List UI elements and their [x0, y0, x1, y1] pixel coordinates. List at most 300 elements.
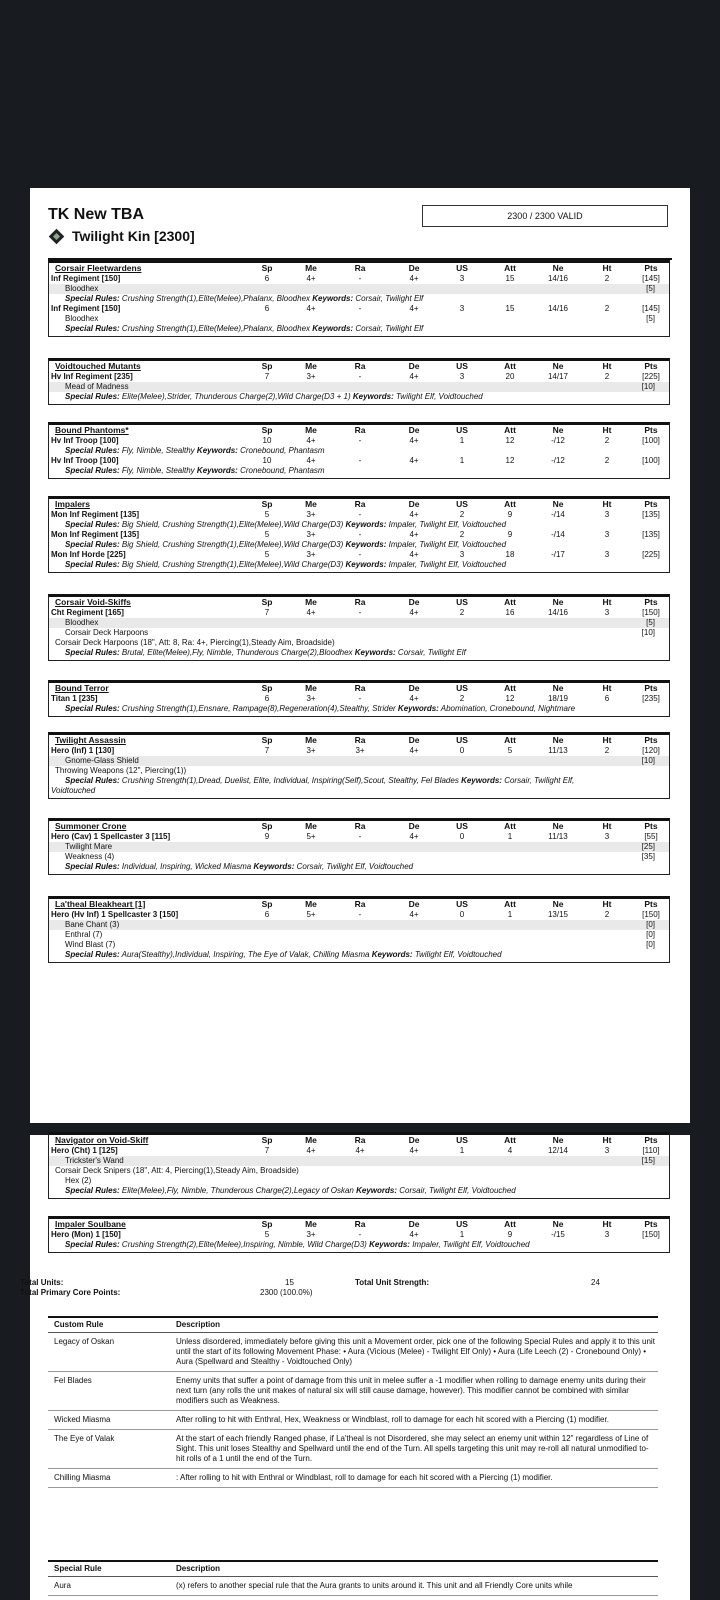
stat-value: 14/16: [547, 608, 569, 617]
stat-value: 4+: [409, 274, 419, 283]
column-header: Ra: [354, 899, 366, 909]
stat-value: 15: [505, 304, 515, 313]
special-rules-text: Crushing Strength(1),Ensnare, Rampage(8),Regeneration(4),Stealthy, Strider: [121, 704, 396, 713]
stat-value: 2: [459, 530, 465, 539]
stat-value: 6: [264, 304, 270, 313]
column-header: Pts: [644, 683, 658, 693]
stat-value: 7: [264, 1146, 270, 1155]
column-header: Ne: [552, 263, 564, 273]
rule-description: : After rolling to hit with Enthral or Windblast, roll to damage for each hit scored with a Piercing (1) modifier.: [176, 1473, 553, 1482]
keywords-label: Keywords:: [369, 1240, 410, 1249]
unit-stat-row: [49, 746, 669, 756]
stat-value: 3+: [306, 510, 316, 519]
upgrade-name: Corsair Deck Harpoons: [65, 628, 149, 637]
validity-box: 2300 / 2300 VALID: [422, 205, 668, 227]
keywords-text: Impaler, Twilight Elf, Voidtouched: [412, 1240, 530, 1249]
column-header: Me: [305, 1135, 317, 1145]
unit-upgrade-row: [49, 920, 669, 930]
unit-header-row: [49, 1219, 669, 1230]
unit-stat-row: [49, 510, 669, 520]
unit-stat-row: [49, 1230, 669, 1240]
weapon-text: Throwing Weapons (12", Piercing(1)): [55, 766, 187, 775]
unit-stat-row: [49, 304, 669, 314]
unit-type-label: Mon Inf Regiment [135]: [51, 510, 140, 519]
special-rules-text: Big Shield, Crushing Strength(1),Elite(Melee),Wild Charge(D3): [121, 560, 344, 569]
column-header: Ht: [602, 683, 612, 693]
upgrade-points: [15]: [641, 1156, 655, 1165]
stat-value: 4: [507, 1146, 513, 1155]
special-rules-label: Special Rules:: [65, 1186, 120, 1195]
column-header: Sp: [261, 1135, 273, 1145]
unit-upgrade-row: [49, 852, 669, 862]
column-header: US: [456, 361, 468, 371]
column-header: Att: [504, 683, 516, 693]
column-header: De: [408, 683, 420, 693]
keywords-label: Keywords:: [312, 324, 354, 333]
stat-value: -: [358, 608, 362, 617]
unit-upgrade-row: [49, 1176, 669, 1186]
stat-value: 7: [264, 608, 270, 617]
stat-value: 3: [459, 274, 465, 283]
column-header: Pts: [644, 425, 658, 435]
column-header: Ne: [552, 1135, 564, 1145]
unit-upgrade-row: [49, 618, 669, 628]
special-rules-label: Special Rules:: [65, 324, 120, 333]
stat-value: 3: [604, 832, 610, 841]
stat-value: -/12: [551, 436, 565, 445]
column-header: Ra: [354, 499, 366, 509]
stat-value: 3: [604, 608, 610, 617]
weapon-text: Corsair Deck Snipers (18", Att: 4, Piercing(1),Steady Aim, Broadside): [55, 1166, 299, 1175]
unit-block: [48, 818, 670, 875]
stat-value: -: [358, 694, 362, 703]
column-header: Sp: [261, 425, 273, 435]
column-header: Ne: [552, 499, 564, 509]
stat-value: 2: [459, 694, 465, 703]
stat-value: -/14: [551, 510, 565, 519]
column-header: Ra: [354, 263, 366, 273]
stat-value: 4+: [306, 1146, 316, 1155]
column-header: Pts: [644, 499, 658, 509]
custom-rules-table: [48, 1316, 658, 1488]
stat-value: 5: [264, 1230, 270, 1239]
stat-value: 16: [505, 608, 515, 617]
upgrade-name: Enthral (7): [65, 930, 103, 939]
rule-description: (x) refers to another special rule that the Aura grants to units around it. This unit and all Friendly Core units while: [176, 1581, 573, 1590]
keywords-label: Keywords:: [345, 560, 387, 569]
column-header: Ra: [354, 821, 366, 831]
stat-value: 1: [459, 1146, 465, 1155]
stat-value: 9: [507, 1230, 513, 1239]
stat-value: 1: [459, 456, 465, 465]
unit-name: Corsair Void-Skiffs: [55, 597, 131, 607]
upgrade-points: [5]: [646, 284, 655, 293]
rule-name: Wicked Miasma: [54, 1415, 111, 1424]
total-points-label: Total Primary Core Points:: [20, 1288, 121, 1297]
unit-block: [48, 594, 670, 661]
stat-value: 4+: [409, 550, 419, 559]
stat-value: [150]: [642, 910, 660, 919]
column-header: Sp: [261, 263, 273, 273]
upgrade-name: Bloodhex: [65, 314, 99, 323]
column-header: Me: [305, 735, 317, 745]
column-header: De: [408, 1219, 420, 1229]
stat-value: 2: [604, 304, 610, 313]
stat-value: 5: [264, 510, 270, 519]
unit-name: Voidtouched Mutants: [55, 361, 141, 371]
column-header: Ra: [354, 735, 366, 745]
column-header: Me: [305, 597, 317, 607]
stat-value: 11/13: [548, 746, 568, 755]
stat-value: 12: [505, 436, 515, 445]
column-header: Ne: [552, 899, 564, 909]
stat-value: 11/13: [548, 832, 568, 841]
stat-value: 4+: [409, 456, 419, 465]
unit-type-label: Cht Regiment [165]: [51, 608, 124, 617]
column-header: Me: [305, 361, 317, 371]
stat-value: -: [358, 1230, 362, 1239]
stat-value: 4+: [306, 456, 316, 465]
unit-name: Bound Terror: [55, 683, 109, 693]
unit-name: Corsair Fleetwardens: [55, 263, 142, 273]
stat-value: 5: [264, 530, 270, 539]
unit-upgrade-row: [49, 756, 669, 766]
column-header: Ne: [552, 683, 564, 693]
column-header: Ht: [602, 1135, 612, 1145]
special-rules-label: Special Rules:: [65, 1240, 120, 1249]
unit-upgrade-row: [49, 930, 669, 940]
stat-value: 10: [262, 456, 272, 465]
faction-diamond-icon: [49, 228, 65, 244]
totals-block: [20, 1278, 660, 1302]
keywords-text: Cronebound, Phantasm: [240, 466, 325, 475]
rule-description: At the start of each friendly Ranged phase, if La'theal is not Disordered, she may select an enemy unit within 12" regardless of Line of Sight. This unit loses Stealthy and Spellward until the end of the Turn. All spells targeting this unit may re-roll all natural unmodified to-hit rolls of a 1 until the end of the Turn.: [176, 1434, 649, 1463]
column-header: US: [456, 597, 468, 607]
stat-value: 4+: [409, 372, 419, 381]
stat-value: 3+: [355, 746, 365, 755]
column-header: De: [408, 597, 420, 607]
unit-type-label: Hero (Hv Inf) 1 Spellcaster 3 [150]: [51, 910, 179, 919]
upgrade-name: Mead of Madness: [65, 382, 129, 391]
stat-value: 2: [604, 372, 610, 381]
stat-value: [135]: [642, 510, 660, 519]
upgrade-points: [5]: [646, 314, 655, 323]
special-rules-text: Fly, Nimble, Stealthy: [121, 466, 195, 475]
special-rules-row: [49, 560, 669, 570]
column-header: Me: [305, 683, 317, 693]
upgrade-name: Gnome-Glass Shield: [65, 756, 139, 765]
unit-type-label: Hero (Mon) 1 [150]: [51, 1230, 121, 1239]
unit-type-label: Mon Inf Horde [225]: [51, 550, 126, 559]
stat-value: 2: [604, 274, 610, 283]
stat-value: 18/19: [547, 694, 569, 703]
special-rules-row: [49, 704, 669, 714]
unit-type-label: Mon Inf Regiment [135]: [51, 530, 140, 539]
keywords-text: Cronebound, Phantasm: [240, 446, 325, 455]
stat-value: 3+: [306, 530, 316, 539]
stat-value: 7: [264, 746, 270, 755]
unit-upgrade-row: [49, 1156, 669, 1166]
column-header: Me: [305, 425, 317, 435]
column-header: De: [408, 499, 420, 509]
stat-value: -: [358, 530, 362, 539]
special-rules-label: Special Rules:: [65, 704, 120, 713]
stat-value: 3+: [306, 694, 316, 703]
stat-value: 2: [459, 608, 465, 617]
column-header: Sp: [261, 499, 273, 509]
unit-upgrade-row: [49, 382, 669, 392]
stat-value: 3+: [306, 550, 316, 559]
unit-stat-row: [49, 608, 669, 618]
stat-value: 5: [264, 550, 270, 559]
unit-header-row: [49, 683, 669, 694]
stat-value: 0: [459, 910, 465, 919]
column-header: Ht: [602, 425, 612, 435]
unit-block: [48, 496, 670, 573]
stat-value: 4+: [409, 832, 419, 841]
upgrade-name: Twilight Mare: [65, 842, 113, 851]
rule-row: [48, 1577, 658, 1596]
total-strength-value: 24: [591, 1278, 600, 1287]
unit-type-label: Hv Inf Troop [100]: [51, 436, 119, 445]
column-header: Ra: [354, 683, 366, 693]
total-units-value: 15: [285, 1278, 294, 1287]
unit-stat-row: [49, 372, 669, 382]
column-header: Ne: [552, 361, 564, 371]
stat-value: 4+: [306, 304, 316, 313]
special-rules-text: Fly, Nimble, Stealthy: [121, 446, 195, 455]
stat-value: 4+: [409, 608, 419, 617]
unit-stat-row: [49, 832, 669, 842]
special-rules-label: Special Rules:: [65, 862, 120, 871]
keywords-label: Keywords:: [461, 776, 502, 785]
keywords-label: Keywords:: [196, 446, 238, 455]
stat-value: 3: [604, 1146, 610, 1155]
stat-value: [100]: [642, 436, 660, 445]
stat-value: 1: [507, 910, 513, 919]
unit-name: La'theal Bleakheart [1]: [55, 899, 146, 909]
stat-value: 2: [604, 746, 610, 755]
unit-block: [48, 260, 670, 337]
special-rules-text: Brutal, Elite(Melee),Fly, Nimble, Thunderous Charge(2),Bloodhex: [121, 648, 353, 657]
stat-value: [55]: [644, 832, 658, 841]
rule-description: After rolling to hit with Enthral, Hex, Weakness or Windblast, roll to damage for each hit scored with a Piercing (1) modifier.: [176, 1415, 609, 1424]
rule-row: [48, 1411, 658, 1430]
stat-value: 20: [505, 372, 515, 381]
column-header: Ne: [552, 735, 564, 745]
rule-row: [48, 1333, 658, 1372]
rules-column-header: Special Rule: [54, 1564, 102, 1573]
stat-value: 18: [505, 550, 515, 559]
stat-value: 4+: [306, 274, 316, 283]
special-rules-text: Crushing Strength(1),Elite(Melee),Phalanx, Bloodhex: [121, 324, 311, 333]
column-header: US: [456, 425, 468, 435]
unit-name: Twilight Assassin: [55, 735, 126, 745]
column-header: Att: [504, 1219, 516, 1229]
unit-stat-row: [49, 456, 669, 466]
keywords-text: Corsair, Twilight Elf: [355, 294, 424, 303]
total-points-value: 2300 (100.0%): [260, 1288, 313, 1297]
column-header: Att: [504, 899, 516, 909]
stat-value: -: [358, 510, 362, 519]
stat-value: [225]: [642, 372, 660, 381]
column-header: Ht: [602, 361, 612, 371]
keywords-label: Keywords:: [354, 648, 396, 657]
stat-value: 12: [505, 694, 515, 703]
column-header: Ht: [602, 899, 612, 909]
stat-value: 9: [507, 510, 513, 519]
rule-name: Chilling Miasma: [54, 1473, 111, 1482]
column-header: Pts: [644, 899, 658, 909]
keywords-label: Keywords:: [397, 704, 439, 713]
unit-block: [48, 732, 670, 799]
column-header: US: [456, 1219, 468, 1229]
unit-type-label: Inf Regiment [150]: [51, 304, 121, 313]
column-header: Att: [504, 821, 516, 831]
unit-name: Impalers: [55, 499, 90, 509]
special-rules-continued: Voidtouched: [51, 786, 96, 795]
special-rules-row: [49, 862, 669, 872]
unit-stat-row: [49, 530, 669, 540]
stat-value: 4+: [306, 608, 316, 617]
unit-header-row: [49, 735, 669, 746]
column-header: Ra: [354, 361, 366, 371]
stat-value: 1: [507, 832, 513, 841]
unit-upgrade-row: [49, 314, 669, 324]
column-header: De: [408, 1135, 420, 1145]
stat-value: 4+: [409, 436, 419, 445]
keywords-label: Keywords:: [312, 294, 354, 303]
keywords-label: Keywords:: [196, 466, 238, 475]
stat-value: 3: [459, 550, 465, 559]
rule-description: Unless disordered, immediately before giving this unit a Movement order, pick one of the following Special Rules and apply it to this unit until the start of its following Movement Phase: • Aura (Vicious (Melee) - Twilight Elf Only) • Aura (Life Leech (2) - Cronebound Only) • Aura (Spellward and Stealthy - Voidtouched Only): [176, 1337, 655, 1366]
stat-value: 5+: [306, 910, 316, 919]
unit-block: [48, 358, 670, 405]
stat-value: 4+: [355, 1146, 365, 1155]
unit-block: [48, 1132, 670, 1199]
stat-value: 4+: [306, 436, 316, 445]
stat-value: 4+: [409, 510, 419, 519]
stat-value: 3: [459, 304, 465, 313]
upgrade-points: [0]: [646, 920, 655, 929]
special-rules-text: Big Shield, Crushing Strength(1),Elite(Melee),Wild Charge(D3): [121, 540, 344, 549]
column-header: US: [456, 735, 468, 745]
upgrade-points: [0]: [646, 930, 655, 939]
weapon-profile: [49, 638, 669, 648]
unit-header-row: [49, 597, 669, 608]
stat-value: 3+: [306, 372, 316, 381]
column-header: Sp: [261, 597, 273, 607]
rule-row: [48, 1430, 658, 1469]
upgrade-points: [0]: [646, 940, 655, 949]
column-header: De: [408, 361, 420, 371]
special-rules-row: [49, 520, 669, 530]
column-header: Att: [504, 263, 516, 273]
column-header: De: [408, 425, 420, 435]
upgrade-points: [10]: [641, 628, 655, 637]
column-header: De: [408, 263, 420, 273]
keywords-label: Keywords:: [345, 540, 387, 549]
unit-type-label: Hero (Inf) 1 [130]: [51, 746, 115, 755]
stat-value: -/12: [551, 456, 565, 465]
special-rules-label: Special Rules:: [65, 540, 120, 549]
stat-value: [145]: [642, 304, 660, 313]
column-header: Sp: [261, 361, 273, 371]
stat-value: 9: [507, 530, 513, 539]
stat-value: 5+: [306, 832, 316, 841]
upgrade-name: Weakness (4): [65, 852, 115, 861]
upgrade-points: [10]: [641, 382, 655, 391]
rules-column-header: Custom Rule: [54, 1320, 104, 1329]
unit-block: [48, 1216, 670, 1253]
stat-value: 3: [604, 550, 610, 559]
stat-value: 3+: [306, 1230, 316, 1239]
stat-value: 4+: [409, 530, 419, 539]
special-rules-label: Special Rules:: [65, 520, 120, 529]
unit-name: Bound Phantoms*: [55, 425, 129, 435]
column-header: Ht: [602, 1219, 612, 1229]
stat-value: -/17: [551, 550, 565, 559]
column-header: Ne: [552, 425, 564, 435]
keywords-label: Keywords:: [253, 862, 295, 871]
stat-value: [145]: [642, 274, 660, 283]
special-rules-text: Crushing Strength(1),Dread, Duelist, Elite, Individual, Inspiring(Self),Scout, Stealthy, Fel Blades: [121, 776, 459, 785]
upgrade-points: [25]: [641, 842, 655, 851]
keywords-text: Impaler, Twilight Elf, Voidtouched: [388, 540, 507, 549]
unit-stat-row: [49, 274, 669, 284]
roster-subtitle: Twilight Kin [2300]: [48, 228, 195, 244]
keywords-label: Keywords:: [352, 392, 394, 401]
stat-value: -: [358, 550, 362, 559]
weapon-profile: [49, 1166, 669, 1176]
special-rules-label: Special Rules:: [65, 776, 120, 785]
column-header: Ne: [552, 1219, 564, 1229]
column-header: De: [408, 735, 420, 745]
stat-value: -: [358, 832, 362, 841]
unit-block: [48, 680, 670, 717]
column-header: Ra: [354, 597, 366, 607]
special-rules-label: Special Rules:: [65, 950, 120, 959]
special-rules-label: Special Rules:: [65, 648, 120, 657]
stat-value: 7: [264, 372, 270, 381]
stat-value: 3: [604, 510, 610, 519]
column-header: Att: [504, 425, 516, 435]
unit-header-row: [49, 821, 669, 832]
upgrade-points: [5]: [646, 618, 655, 627]
stat-value: 4+: [409, 1146, 419, 1155]
column-header: US: [456, 263, 468, 273]
upgrade-name: Bloodhex: [65, 618, 99, 627]
rule-description: Enemy units that suffer a point of damage from this unit in melee suffer a -1 modifier when rolling to damage enemy units during their next turn (any rolls the unit makes of natural six will still cause damage, however). This modifier cannot be combined with similar modifiers such as Weakness.: [176, 1376, 646, 1405]
unit-header-row: [49, 899, 669, 910]
stat-value: 4+: [409, 1230, 419, 1239]
unit-type-label: Hero (Cht) 1 [125]: [51, 1146, 118, 1155]
column-header: Me: [305, 821, 317, 831]
special-rules-row: [49, 648, 669, 658]
column-header: Sp: [261, 899, 273, 909]
unit-name: Navigator on Void-Skiff: [55, 1135, 149, 1145]
special-rules-label: Special Rules:: [65, 446, 120, 455]
column-header: De: [408, 821, 420, 831]
stat-value: 1: [459, 436, 465, 445]
keywords-text: Corsair, Twilight Elf, Voidtouched: [399, 1186, 516, 1195]
stat-value: 3: [459, 372, 465, 381]
unit-header-row: [49, 1135, 669, 1146]
column-header: US: [456, 683, 468, 693]
upgrade-name: Wind Blast (7): [65, 940, 116, 949]
special-rules-text: Aura(Stealthy),Individual, Inspiring, The Eye of Valak, Chilling Miasma: [121, 950, 370, 959]
stat-value: 2: [604, 436, 610, 445]
